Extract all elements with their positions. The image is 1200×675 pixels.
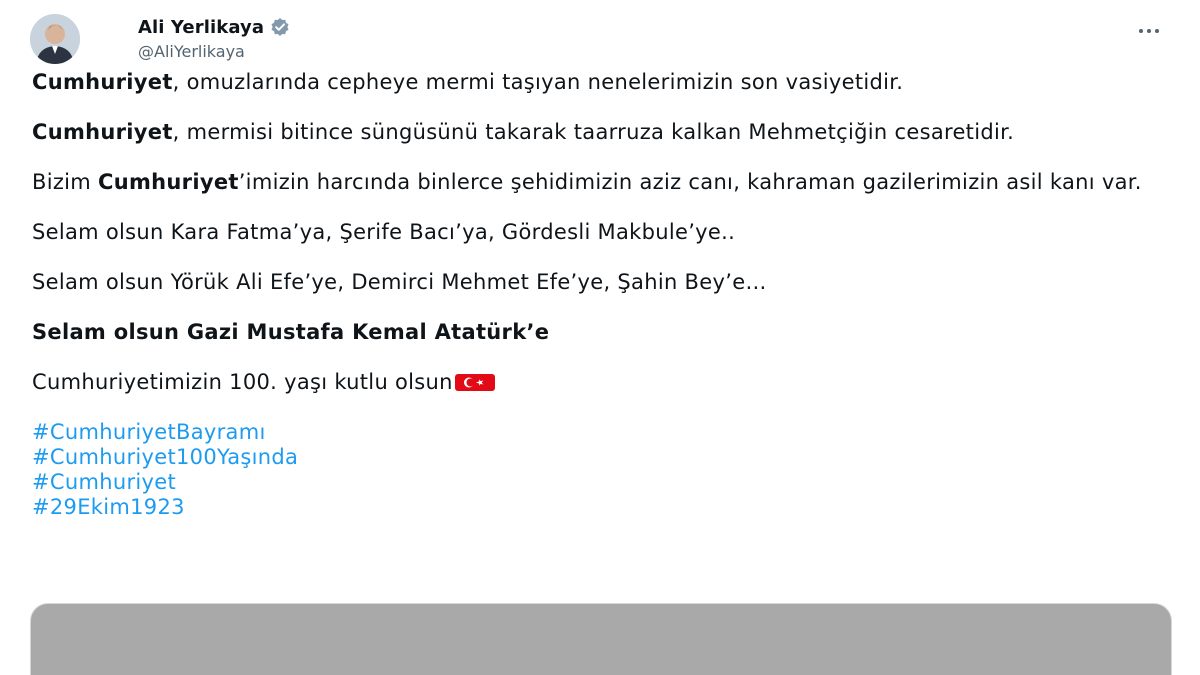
tweet-paragraph-2 [32, 120, 1152, 145]
tweet-text [32, 70, 1152, 520]
paragraph-text: , omuzlarında cepheye mermi taşıyan nenelerimizin son vasiyetidir. [172, 70, 904, 94]
bold-word: Cumhuriyet [98, 170, 239, 194]
tweet-paragraph-1 [32, 70, 1152, 95]
hashtag-link[interactable]: #Cumhuriyet100Yaşında [32, 445, 299, 469]
bold-word: Cumhuriyet [32, 70, 173, 94]
tweet-paragraph-4: Selam olsun Kara Fatma’ya, Şerife Bacı’ya, Gördesli Makbule’ye.. [32, 220, 736, 244]
hashtag-link[interactable]: #29Ekim1923 [32, 495, 185, 519]
verified-badge-icon [270, 17, 290, 37]
author-names [138, 16, 290, 61]
paragraph-text: Cumhuriyetimizin 100. yaşı kutlu olsun [32, 370, 453, 394]
hashtag-link[interactable]: #CumhuriyetBayramı [32, 420, 266, 444]
more-options-icon[interactable] [1132, 20, 1166, 42]
hashtag-link[interactable]: #Cumhuriyet [32, 470, 176, 494]
paragraph-text: Bizim [32, 170, 99, 194]
tweet-header [30, 14, 1170, 62]
tweet-paragraph-7 [32, 370, 1152, 395]
tweet-paragraph-3 [32, 170, 1152, 195]
paragraph-text: ’imizin harcında binlerce şehidimizin aziz canı, kahraman gazilerimizin asil kanı var. [238, 170, 1142, 194]
bold-line: Selam olsun Gazi Mustafa Kemal Atatürk’e [32, 320, 550, 344]
display-name[interactable]: Ali Yerlikaya [138, 16, 265, 38]
bold-word: Cumhuriyet [32, 120, 173, 144]
tweet-media[interactable] [30, 603, 1172, 675]
hashtag-list [32, 420, 1152, 520]
avatar[interactable] [30, 14, 80, 64]
tweet-paragraph-5: Selam olsun Yörük Ali Efe’ye, Demirci Mehmet Efe’ye, Şahin Bey’e… [32, 270, 767, 294]
turkey-flag-icon [455, 372, 495, 389]
paragraph-text: , mermisi bitince süngüsünü takarak taarruza kalkan Mehmetçiğin cesaretidir. [172, 120, 1015, 144]
author-handle[interactable]: @AliYerlikaya [138, 42, 245, 61]
tweet-paragraph-6 [32, 320, 1152, 345]
